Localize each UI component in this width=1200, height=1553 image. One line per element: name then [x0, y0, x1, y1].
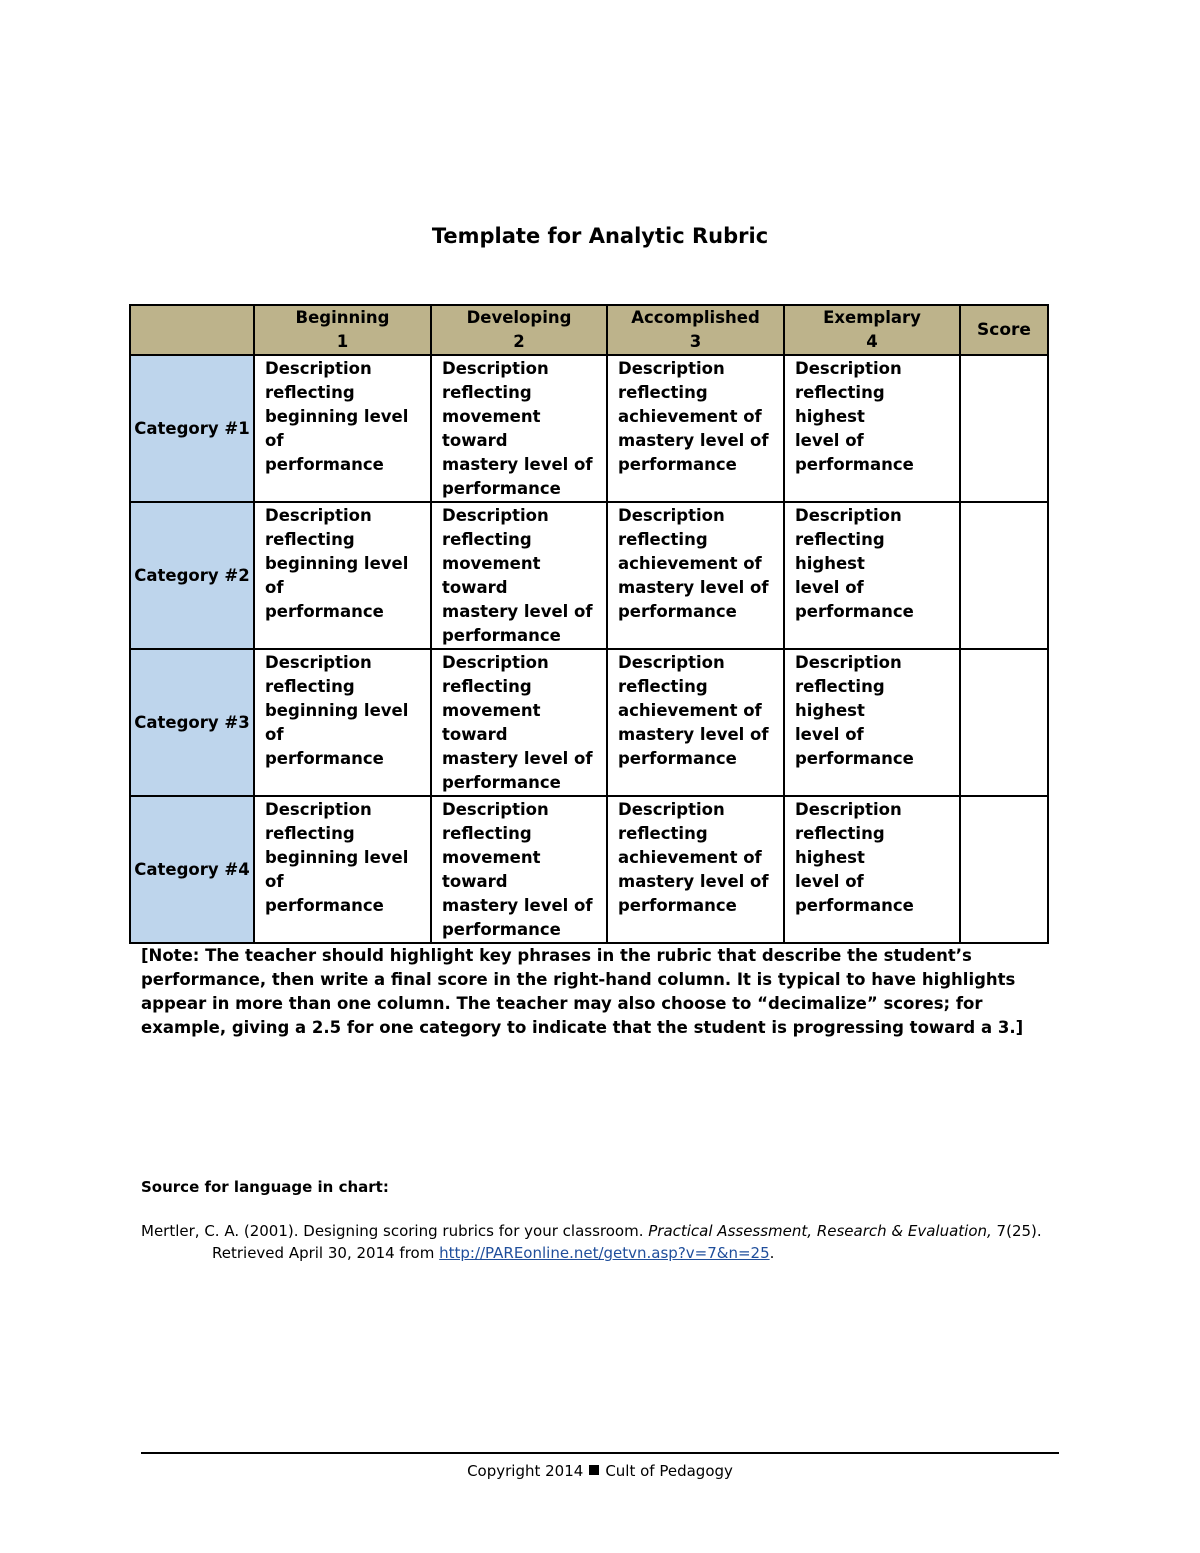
level-number: 4 [866, 332, 878, 351]
description-line: Description [442, 506, 549, 525]
rubric-row [130, 502, 1048, 649]
description-line: performance [442, 626, 561, 645]
description-line: level of [795, 578, 864, 597]
description-line: mastery level of [618, 872, 769, 891]
description-line: mastery level of [442, 896, 593, 915]
rubric-row [130, 796, 1048, 943]
level-number: 2 [513, 332, 525, 351]
description-line: movement toward [442, 701, 541, 744]
level-name: Accomplished [631, 308, 760, 327]
description-line: performance [795, 602, 914, 621]
description-line: achievement of [618, 407, 762, 426]
description-line: mastery level of [442, 749, 593, 768]
level-number: 3 [689, 332, 702, 351]
description-cell [784, 502, 960, 649]
description-line: Description [618, 506, 725, 525]
rubric-header-row [130, 305, 1048, 355]
rubric-row [130, 355, 1048, 502]
description-line: achievement of [618, 848, 762, 867]
category-cell: Category #3 [130, 649, 254, 796]
description-line: level of [795, 872, 864, 891]
description-line: reflecting [618, 824, 708, 843]
description-line: mastery level of [618, 578, 769, 597]
footer [0, 1462, 1200, 1480]
description-line: mastery level of [618, 725, 769, 744]
description-line: Description [795, 506, 902, 525]
description-cell [784, 796, 960, 943]
description-line: Description [618, 653, 725, 672]
description-cell [784, 355, 960, 502]
description-line: achievement of [618, 554, 762, 573]
description-line: mastery level of [442, 455, 593, 474]
rubric-row [130, 649, 1048, 796]
header-score-cell: Score [960, 305, 1048, 355]
description-line: Description [265, 653, 372, 672]
description-line: Description [265, 359, 372, 378]
description-line: reflecting [618, 383, 708, 402]
citation [141, 1220, 1071, 1264]
description-line: mastery level of [442, 602, 593, 621]
score-cell[interactable] [960, 355, 1048, 502]
description-line: Description [442, 359, 549, 378]
header-level-cell [607, 305, 784, 355]
description-line: beginning level of [265, 554, 409, 597]
description-cell [607, 355, 784, 502]
header-corner-cell [130, 305, 254, 355]
footer-divider [141, 1452, 1059, 1454]
description-line: performance [442, 479, 561, 498]
description-cell [607, 502, 784, 649]
description-line: performance [795, 749, 914, 768]
description-line: movement toward [442, 554, 541, 597]
description-cell [784, 649, 960, 796]
description-line: reflecting [265, 677, 355, 696]
description-line: performance [265, 455, 384, 474]
teacher-note: [Note: The teacher should highlight key phrases in the rubric that describe the student’s performance, then write a final score in the right-hand column. It is typical to have highlights appear in more than one column. The teacher may also choose to “decimalize” scores; for example, giving a 2.5 for one category to indicate that the student is progressing toward a 3.] [141, 946, 1024, 1037]
description-line: beginning level of [265, 701, 409, 744]
description-line: Description [265, 800, 372, 819]
description-line: performance [795, 896, 914, 915]
description-cell [254, 796, 431, 943]
description-line: reflecting highest [795, 383, 885, 426]
description-line: performance [618, 455, 737, 474]
description-line: movement toward [442, 407, 541, 450]
description-line: movement toward [442, 848, 541, 891]
header-level-cell [431, 305, 607, 355]
description-cell [607, 796, 784, 943]
header-level-cell [784, 305, 960, 355]
citation-text: Mertler, C. A. (2001). Designing scoring rubrics for your classroom. [141, 1222, 649, 1240]
score-cell[interactable] [960, 649, 1048, 796]
description-line: performance [795, 455, 914, 474]
description-line: achievement of [618, 701, 762, 720]
footer-copyright: Copyright 2014 [467, 1462, 584, 1480]
description-line: reflecting [442, 677, 532, 696]
description-line: reflecting [442, 383, 532, 402]
description-cell [607, 649, 784, 796]
description-line: reflecting [265, 383, 355, 402]
description-line: performance [442, 773, 561, 792]
description-line: beginning level of [265, 407, 409, 450]
category-cell: Category #4 [130, 796, 254, 943]
description-line: reflecting [265, 824, 355, 843]
description-cell [431, 649, 607, 796]
citation-end: . [769, 1244, 775, 1262]
level-number: 1 [336, 332, 349, 351]
description-line: reflecting [618, 677, 708, 696]
category-cell: Category #2 [130, 502, 254, 649]
description-line: Description [795, 653, 902, 672]
footer-brand: Cult of Pedagogy [605, 1462, 733, 1480]
description-line: reflecting highest [795, 677, 885, 720]
description-line: mastery level of [618, 431, 769, 450]
description-cell [431, 502, 607, 649]
description-line: Description [618, 800, 725, 819]
description-line: performance [618, 749, 737, 768]
description-line: Description [795, 359, 902, 378]
description-line: performance [442, 920, 561, 939]
description-line: Description [442, 653, 549, 672]
description-line: reflecting [442, 824, 532, 843]
description-line: Description [442, 800, 549, 819]
citation-retrieved-line [141, 1242, 1071, 1264]
square-bullet-icon [589, 1465, 599, 1475]
description-cell [254, 649, 431, 796]
score-cell[interactable] [960, 796, 1048, 943]
header-level-cell [254, 305, 431, 355]
rubric-table [129, 304, 1049, 944]
citation-volume: 7(25). [991, 1222, 1042, 1240]
description-line: reflecting highest [795, 824, 885, 867]
description-line: reflecting [442, 530, 532, 549]
description-line: Description [618, 359, 725, 378]
page-title: Template for Analytic Rubric [431, 224, 769, 248]
level-name: Beginning [295, 308, 390, 327]
description-line: reflecting [265, 530, 355, 549]
description-line: performance [265, 749, 384, 768]
citation-retrieved: Retrieved April 30, 2014 from [212, 1244, 440, 1262]
citation-link[interactable]: http://PAREonline.net/getvn.asp?v=7&n=25 [439, 1244, 770, 1262]
level-name: Exemplary [823, 308, 921, 327]
description-line: performance [265, 602, 384, 621]
description-line: beginning level of [265, 848, 409, 891]
description-line: reflecting [618, 530, 708, 549]
description-line: level of [795, 725, 864, 744]
source-label: Source for language in chart: [141, 1178, 389, 1196]
citation-journal: Practical Assessment, Research & Evaluation, [648, 1222, 992, 1240]
description-line: performance [618, 602, 737, 621]
description-line: performance [618, 896, 737, 915]
description-line: Description [795, 800, 902, 819]
level-name: Developing [466, 308, 572, 327]
description-cell [254, 502, 431, 649]
description-line: performance [265, 896, 384, 915]
description-line: level of [795, 431, 864, 450]
category-cell: Category #1 [130, 355, 254, 502]
description-cell [254, 355, 431, 502]
description-cell [431, 796, 607, 943]
description-cell [431, 355, 607, 502]
description-line: reflecting highest [795, 530, 885, 573]
description-line: Description [265, 506, 372, 525]
score-cell[interactable] [960, 502, 1048, 649]
